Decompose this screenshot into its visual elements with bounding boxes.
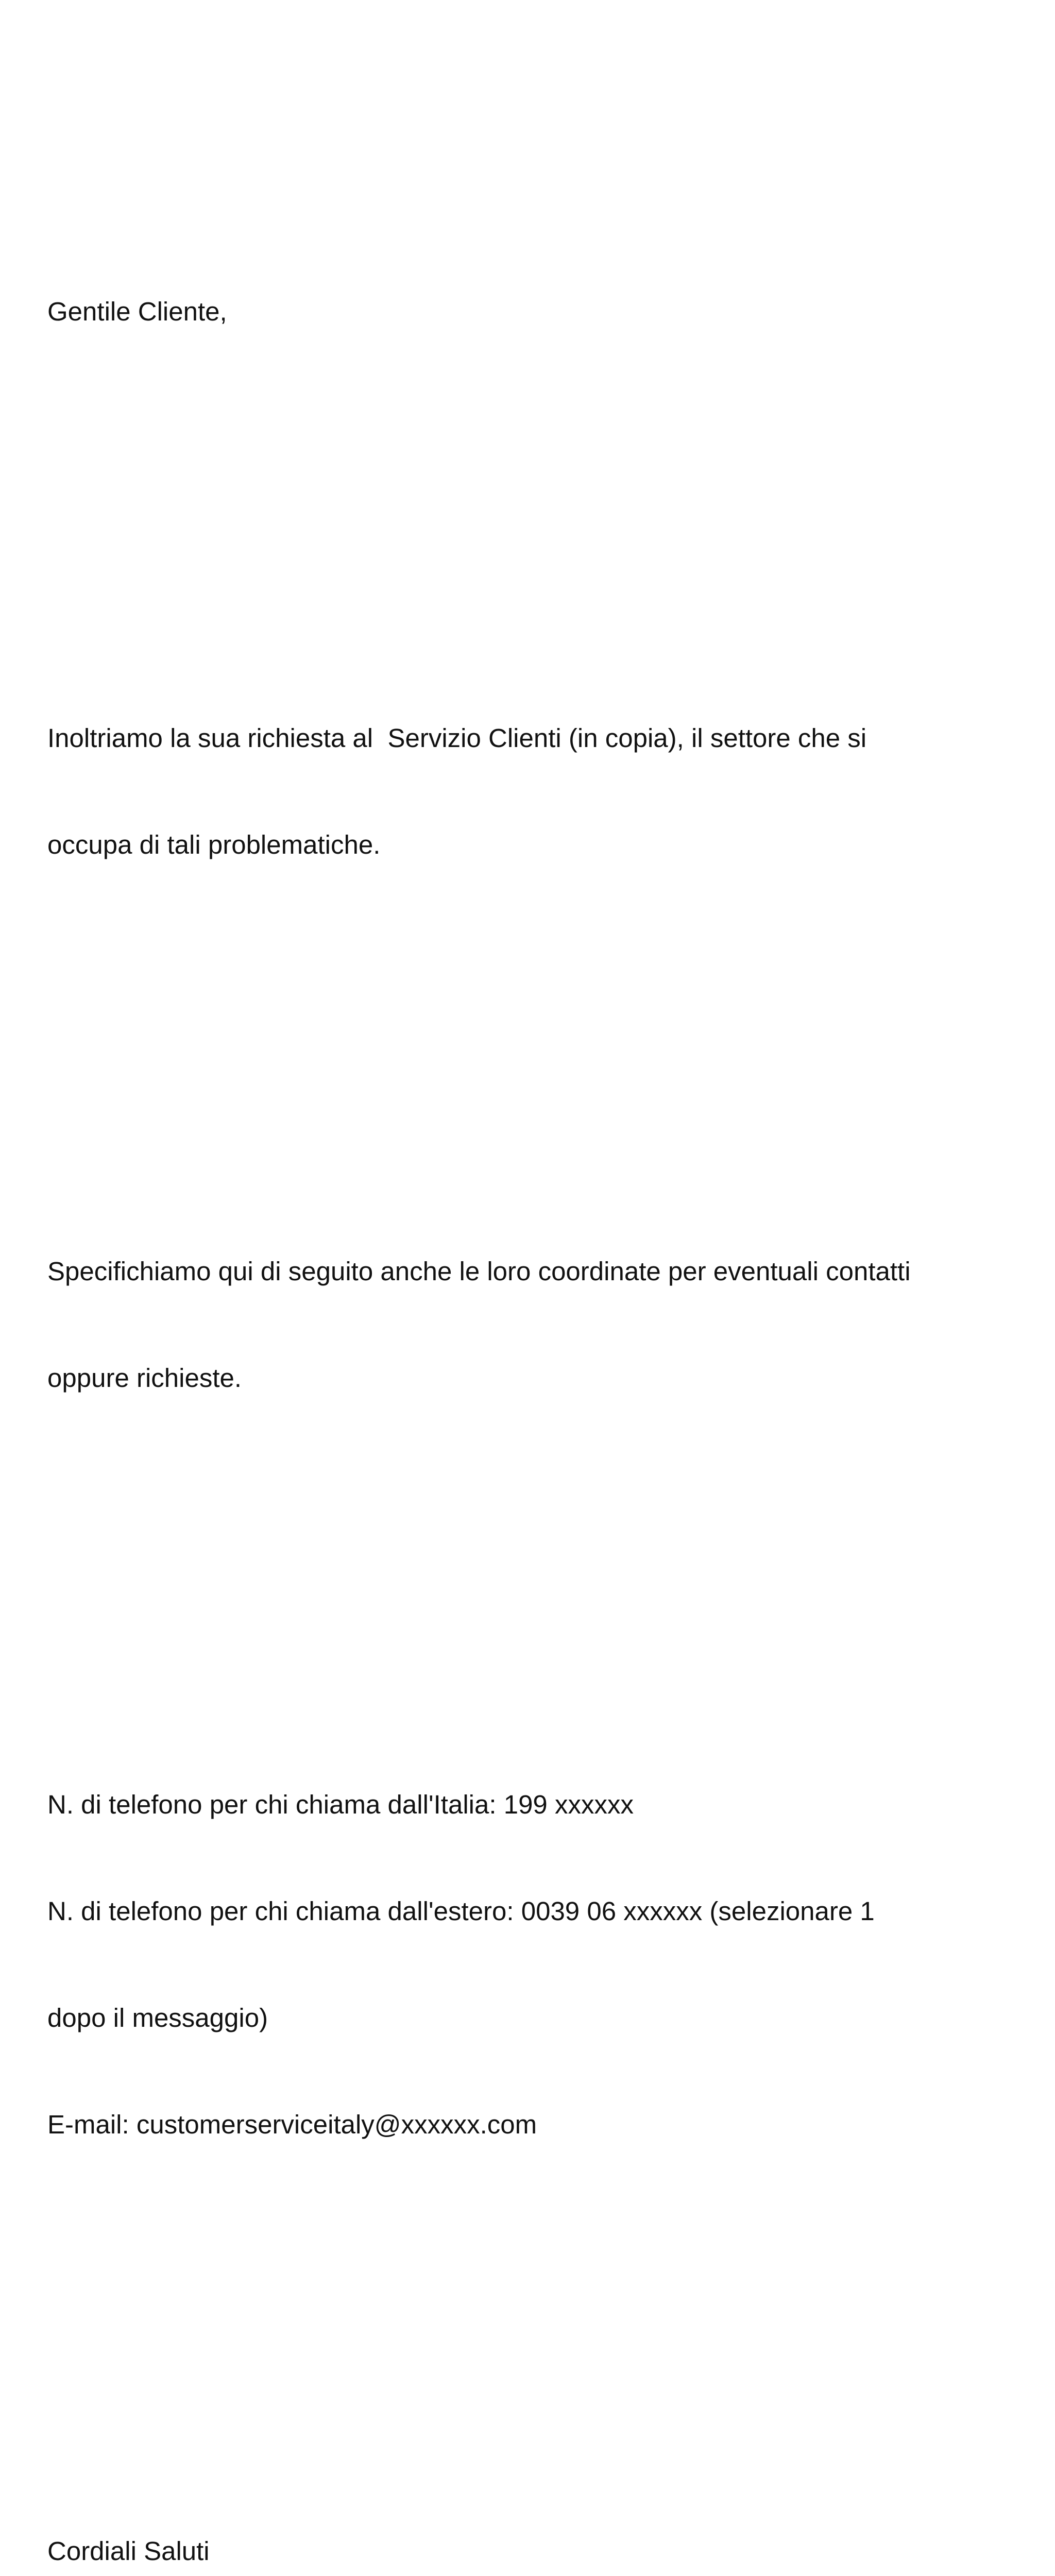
closing [47, 2462, 1026, 2576]
phone-italy: N. di telefono per chi chiama dall'Italia: 199 xxxxxx [47, 1790, 634, 1819]
closing-text: Cordiali Saluti [47, 2536, 210, 2566]
contact-details [47, 1716, 1026, 2213]
forwarding-line-2: occupa di tali problematiche. [47, 830, 381, 859]
coordinates-line-1: Specifichiamo qui di seguito anche le loro coordinate per eventuali contatti [47, 1257, 911, 1286]
paragraph-spacer [47, 1040, 1026, 1076]
forwarding-paragraph [47, 649, 1026, 934]
greeting [47, 223, 1026, 400]
letter-body [47, 151, 1026, 2576]
paragraph-spacer [47, 2320, 1026, 2355]
forwarding-line-1: Inoltriamo la sua richiesta al Servizio Clienti (in copia), il settore che si [47, 723, 867, 753]
greeting-text: Gentile Cliente, [47, 297, 227, 326]
paragraph-spacer [47, 1573, 1026, 1609]
phone-abroad-line-2: dopo il messaggio) [47, 2003, 268, 2032]
coordinates-paragraph [47, 1182, 1026, 1467]
email-address: E-mail: customerserviceitaly@xxxxxx.com [47, 2110, 537, 2139]
phone-abroad-line-1: N. di telefono per chi chiama dall'estero: 0039 06 xxxxxx (selezionare 1 [47, 1896, 875, 1926]
paragraph-spacer [47, 507, 1026, 543]
coordinates-line-2: oppure richieste. [47, 1363, 242, 1393]
